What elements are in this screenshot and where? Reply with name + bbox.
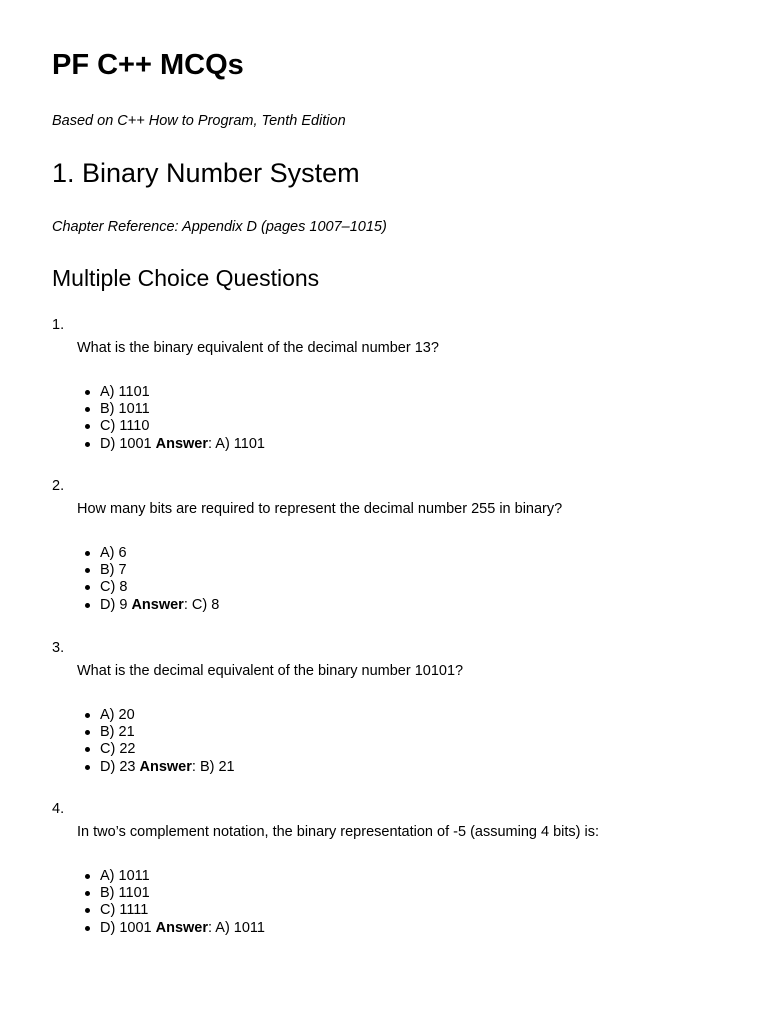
question-text: What is the decimal equivalent of the binary number 10101?	[77, 663, 464, 679]
question-number: 4.	[52, 801, 65, 817]
bullet-icon	[85, 390, 90, 395]
question-text: In two’s complement notation, the binary representation of -5 (assuming 4 bits) is:	[77, 824, 599, 840]
bullet-icon	[85, 730, 90, 735]
document-subtitle: Based on C++ How to Program, Tenth Edition	[52, 113, 346, 129]
answer-label: Answer	[155, 919, 209, 936]
question-number: 1.	[52, 317, 65, 333]
option-text: B) 1011	[100, 401, 150, 418]
option-item	[77, 868, 265, 885]
answer-label: Answer	[139, 758, 192, 775]
option-text: A) 20	[100, 707, 135, 723]
option-text: A) 1101	[100, 384, 150, 400]
question-number: 3.	[52, 640, 65, 656]
bullet-icon	[85, 891, 90, 896]
option-text: D) 9	[100, 596, 128, 613]
answer-value: : B) 21	[191, 758, 235, 775]
option-item	[77, 902, 265, 919]
bullet-icon	[85, 424, 90, 429]
option-item	[77, 741, 235, 758]
bullet-icon	[85, 585, 90, 590]
answer-value: : A) 1011	[208, 919, 265, 936]
option-item	[77, 579, 219, 596]
chapter-reference: Chapter Reference: Appendix D (pages 1007–1015)	[52, 219, 387, 235]
option-text: A) 6	[100, 545, 127, 561]
option-item	[77, 885, 265, 902]
question-text: How many bits are required to represent the decimal number 255 in binary?	[77, 501, 563, 517]
option-text: B) 7	[100, 562, 127, 579]
option-item	[77, 724, 235, 741]
option-item	[77, 920, 265, 937]
option-item	[77, 436, 265, 453]
option-item	[77, 418, 265, 435]
answer-label: Answer	[131, 596, 184, 613]
document-title: PF C++ MCQs	[52, 49, 244, 81]
option-text: C) 1110	[100, 418, 150, 435]
option-item	[77, 707, 235, 724]
option-text: B) 1101	[100, 885, 150, 902]
bullet-icon	[85, 568, 90, 573]
options-list	[77, 868, 265, 937]
question-text: What is the binary equivalent of the decimal number 13?	[77, 340, 439, 356]
option-text: D) 23	[100, 758, 136, 775]
option-text: D) 1001	[100, 919, 152, 936]
bullet-icon	[85, 765, 90, 770]
bullet-icon	[85, 442, 90, 447]
bullet-icon	[85, 713, 90, 718]
options-list	[77, 707, 235, 776]
option-text: D) 1001	[100, 435, 152, 452]
option-item	[77, 759, 235, 776]
question-number: 2.	[52, 478, 65, 494]
bullet-icon	[85, 874, 90, 879]
options-list	[77, 545, 219, 614]
section-heading: 1. Binary Number System	[52, 158, 360, 188]
answer-value: : C) 8	[183, 596, 220, 613]
subsection-heading: Multiple Choice Questions	[52, 265, 320, 291]
option-item	[77, 401, 265, 418]
bullet-icon	[85, 908, 90, 913]
options-list	[77, 384, 265, 453]
answer-label: Answer	[155, 435, 209, 452]
option-text: C) 8	[100, 579, 128, 596]
option-text: B) 21	[100, 724, 135, 741]
bullet-icon	[85, 926, 90, 931]
option-text: C) 1111	[100, 902, 149, 919]
option-text: C) 22	[100, 741, 136, 758]
answer-value: : A) 1101	[208, 435, 265, 452]
option-item	[77, 597, 219, 614]
bullet-icon	[85, 747, 90, 752]
option-text: A) 1011	[100, 868, 150, 884]
option-item	[77, 545, 219, 562]
bullet-icon	[85, 407, 90, 412]
bullet-icon	[85, 551, 90, 556]
bullet-icon	[85, 603, 90, 608]
option-item	[77, 384, 265, 401]
option-item	[77, 562, 219, 579]
